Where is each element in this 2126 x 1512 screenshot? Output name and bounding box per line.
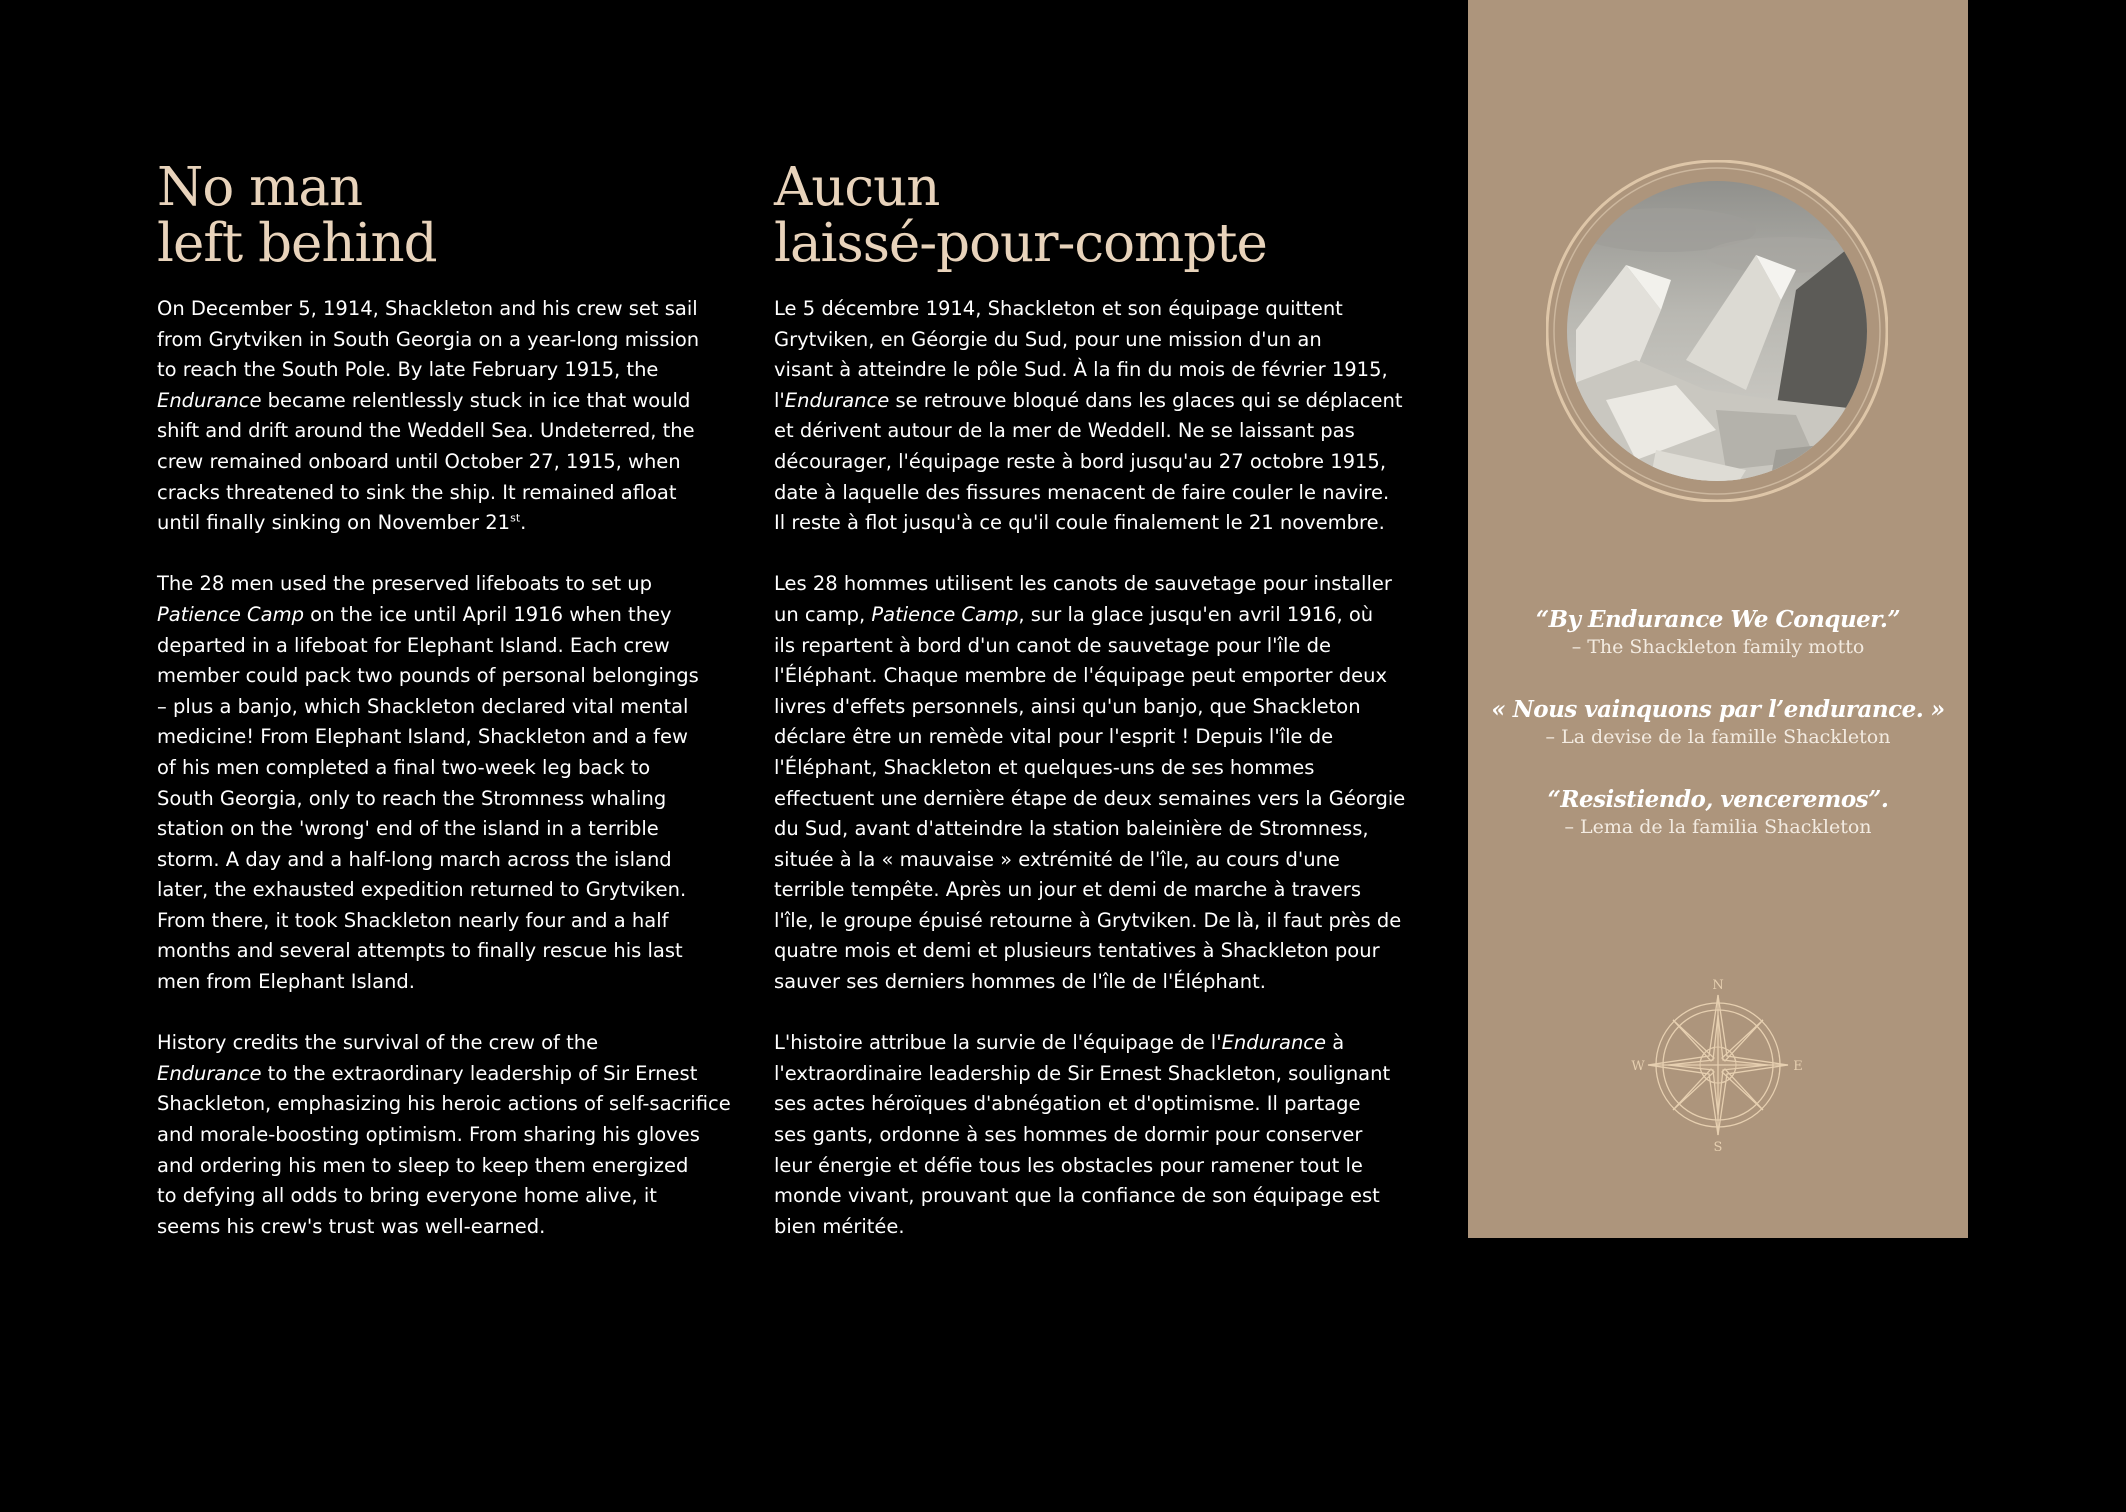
french-line: visant à atteindre le pôle Sud. À la fin du mois de février 1915,	[774, 358, 1388, 382]
french-line: l'Éléphant, Shackleton et quelques-uns de ses hommes	[774, 755, 1315, 779]
english-paragraph	[157, 569, 702, 997]
french-line: Le 5 décembre 1914, Shackleton et son équipage quittent	[774, 297, 1343, 320]
english-line: station on the 'wrong' end of the island in a terrible	[157, 817, 659, 841]
french-line: l'île, le groupe épuisé retourne à Grytviken. De là, il faut près de	[774, 908, 1402, 932]
line-segment: until finally sinking on November 21	[157, 511, 511, 535]
french-line: l'extraordinaire leadership de Sir Ernest Shackleton, soulignant	[774, 1061, 1391, 1085]
french-line	[774, 1028, 1394, 1059]
english-line: member could pack two pounds of personal belongings	[157, 664, 699, 688]
french-headline-line-2: laissé-pour-compte	[774, 213, 1267, 274]
compass-north-label: N	[1712, 978, 1724, 993]
line-segment: l'	[774, 388, 785, 412]
italic-term: Endurance	[1221, 1031, 1327, 1055]
english-line: On December 5, 1914, Shackleton and his crew set sail	[157, 297, 698, 320]
side-panel	[1468, 0, 1968, 1238]
italic-term: Patience Camp	[871, 602, 1019, 626]
quote-spanish	[1468, 785, 1968, 839]
english-line: from Grytviken in South Georgia on a year-long mission	[157, 327, 700, 351]
french-line: Grytviken, en Géorgie du Sud, pour une mission d'un an	[774, 327, 1322, 351]
italic-term: Endurance	[157, 1061, 262, 1085]
english-paragraph	[157, 1028, 731, 1242]
french-headline	[774, 157, 1394, 274]
english-line	[157, 1059, 702, 1090]
french-line: ses actes héroïques d'abnégation et d'optimisme. Il partage	[774, 1092, 1361, 1116]
french-line: date à laquelle des fissures menacent de faire couler le navire.	[774, 480, 1390, 504]
english-line: seems his crew's trust was well-earned.	[157, 1214, 546, 1238]
quote-text: “By Endurance We Conquer.”	[1535, 606, 1901, 633]
french-line: ses gants, ordonne à ses hommes de dormir pour conserver	[774, 1123, 1363, 1147]
compass-rose-icon	[1628, 975, 1808, 1155]
compass-west-label: W	[1631, 1059, 1645, 1074]
french-line: effectuent une dernière étape de deux semaines vers la Géorgie	[774, 786, 1406, 810]
french-line: l'Éléphant. Chaque membre de l'équipage peut emporter deux	[774, 664, 1388, 688]
french-line: décourager, l'équipage reste à bord jusqu'au 27 octobre 1915,	[774, 449, 1387, 473]
line-segment: became relentlessly stuck in ice that would	[261, 388, 691, 412]
french-line: sauver ses derniers hommes de l'île de l'Éléphant.	[774, 970, 1266, 994]
french-line: déclare être un remède vital pour l'esprit ! Depuis l'île de	[774, 725, 1334, 749]
quotes-list	[1468, 605, 1968, 875]
french-line: leur énergie et défie tous les obstacles pour ramener tout le	[774, 1153, 1363, 1177]
english-line	[157, 508, 702, 539]
english-line: From there, it took Shackleton nearly four and a half	[157, 908, 669, 932]
quote-text: « Nous vainquons par l’endurance. »	[1491, 696, 1945, 723]
english-line: cracks threatened to sink the ship. It remained afloat	[157, 480, 677, 504]
italic-term: Endurance	[157, 388, 262, 412]
english-line: to reach the South Pole. By late February 1915, the	[157, 358, 659, 382]
ice-floes-photo-icon	[1546, 160, 1888, 502]
english-headline-line-2: left behind	[157, 213, 437, 274]
english-line: to defying all odds to bring everyone home alive, it	[157, 1184, 657, 1208]
line-segment: un camp,	[774, 602, 872, 626]
english-line: later, the exhausted expedition returned to Grytviken.	[157, 878, 687, 902]
quote-text: “Resistiendo, venceremos”.	[1547, 786, 1889, 813]
quote-english	[1468, 605, 1968, 659]
english-line: The 28 men used the preserved lifeboats to set up	[157, 572, 653, 596]
line-segment: à	[1326, 1031, 1345, 1055]
english-column	[157, 157, 731, 1273]
english-headline	[157, 157, 702, 274]
english-line: months and several attempts to finally rescue his last	[157, 939, 683, 963]
french-line	[774, 600, 1394, 631]
french-line: Il reste à flot jusqu'à ce qu'il coule finalement le 21 novembre.	[774, 511, 1385, 535]
quote-attribution: – La devise de la famille Shackleton	[1545, 726, 1891, 748]
french-line	[774, 386, 1403, 417]
french-line: monde vivant, prouvant que la confiance de son équipage est	[774, 1184, 1380, 1208]
line-segment: L'histoire attribue la survie de l'équipage de l'	[774, 1031, 1222, 1055]
english-line: of his men completed a final two-week leg back to	[157, 755, 651, 779]
english-line: – plus a banjo, which Shackleton declared vital mental	[157, 694, 689, 718]
french-line: bien méritée.	[774, 1214, 905, 1238]
french-line: et dérivent autour de la mer de Weddell. Ne se laissant pas	[774, 419, 1355, 443]
english-line: crew remained onboard until October 27, 1915, when	[157, 449, 681, 473]
french-body	[774, 294, 1406, 1242]
english-line: and ordering his men to sleep to keep them energized	[157, 1153, 689, 1177]
english-line: storm. A day and a half-long march across the island	[157, 847, 672, 871]
quote-attribution: – The Shackleton family motto	[1571, 636, 1865, 658]
line-segment: on the ice until April 1916 when they	[303, 602, 672, 626]
line-segment: .	[520, 511, 527, 535]
english-line: History credits the survival of the crew of the	[157, 1031, 599, 1055]
french-column	[774, 157, 1406, 1273]
quote-french	[1468, 695, 1968, 749]
english-line: departed in a lifeboat for Elephant Island. Each crew	[157, 633, 670, 657]
english-line: medicine! From Elephant Island, Shackleton and a few	[157, 725, 688, 749]
french-paragraph	[774, 294, 1403, 539]
ordinal-suffix: st	[510, 511, 521, 525]
english-line: men from Elephant Island.	[157, 970, 415, 994]
italic-term: Patience Camp	[157, 602, 304, 626]
english-line: South Georgia, only to reach the Stromness whaling	[157, 786, 667, 810]
french-line: quatre mois et demi et plusieurs tentatives à Shackleton pour	[774, 939, 1380, 963]
english-line: shift and drift around the Weddell Sea. Undeterred, the	[157, 419, 695, 443]
english-line: Shackleton, emphasizing his heroic actions of self-sacrifice	[157, 1092, 731, 1116]
french-paragraph	[774, 1028, 1394, 1242]
french-line: située à la « mauvaise » extrémité de l'île, au cours d'une	[774, 847, 1340, 871]
compass-east-label: E	[1793, 1059, 1803, 1074]
french-line: ils repartent à bord d'un canot de sauvetage pour l'île de	[774, 633, 1331, 657]
english-paragraph	[157, 294, 702, 539]
english-line	[157, 386, 702, 417]
english-headline-line-1: No man	[157, 157, 363, 218]
english-line: and morale-boosting optimism. From sharing his gloves	[157, 1123, 700, 1147]
line-segment: , sur la glace jusqu'en avril 1916, où	[1018, 602, 1374, 626]
italic-term: Endurance	[784, 388, 890, 412]
french-line: du Sud, avant d'atteindre la station baleinière de Stromness,	[774, 817, 1369, 841]
english-body	[157, 294, 731, 1242]
compass-south-label: S	[1713, 1140, 1723, 1155]
french-paragraph	[774, 569, 1406, 997]
french-headline-line-1: Aucun	[774, 157, 940, 218]
french-line: livres d'effets personnels, ainsi qu'un banjo, que Shackleton	[774, 694, 1361, 718]
english-line	[157, 600, 702, 631]
line-segment: se retrouve bloqué dans les glaces qui se déplacent	[889, 388, 1403, 412]
quote-attribution: – Lema de la familia Shackleton	[1564, 816, 1872, 838]
line-segment: to the extraordinary leadership of Sir Ernest	[261, 1061, 698, 1085]
french-line: terrible tempête. Après un jour et demi de marche à travers	[774, 878, 1361, 902]
french-line: Les 28 hommes utilisent les canots de sauvetage pour installer	[774, 572, 1392, 596]
